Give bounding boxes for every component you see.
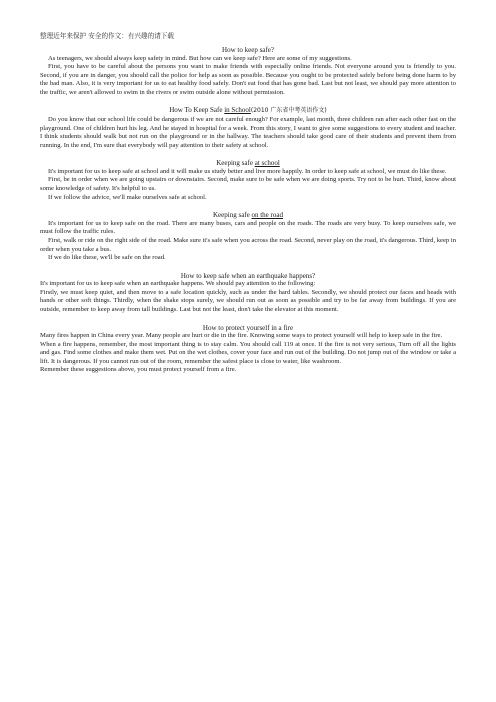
essay-title [40,159,456,168]
document-page [40,30,456,375]
essay-title-text: Keeping safe [216,159,255,168]
essay-fire-safety [40,324,456,375]
essay-title-text: Keeping safe [213,211,252,220]
essay-how-to-keep-safe [40,46,456,97]
essay-paragraph: As teenagers, we should always keep safety in mind. But how can we keep safe? Here are some of my suggestions. [48,54,352,62]
essay-title [40,106,456,116]
essay-title [40,211,456,220]
essay-paragraph: First, be in order when we are going upstairs or downstairs. Second, make sure to be safe when we are doing sports. Try not to be hurt. Third, know about some knowledge of safety. It's helpful to us. [40,176,456,193]
essay-title-underlined: on the road [251,211,283,220]
essay-paragraph: First, walk or ride on the right side of the road. Make sure it's safe when you across the road. Second, never play on the road, it's dangerous. Third, keep in order when you take a bus. [40,236,456,253]
essay-paragraph: If we follow the advice, we'll make ourselves safe at school. [48,193,207,201]
essay-paragraph: Firstly, we must keep quiet, and then move to a safe location quickly, such as under the hard tables. Secondly, we should protect our faces and heads with hands or other soft things. Thirdly, when the shake stops surely, we should run out as soon as possible and try to be far away from buildings. If you are outside, remember to keep away from tall buildings. Last but not the least, don't take the elevator at this moment. [40,288,456,313]
essay-title: How to keep safe? [222,46,274,54]
essay-earthquake-safety [40,272,456,315]
essay-title-underlined: in School [224,106,251,115]
essay-paragraph: It's important for us to keep safe at school and it will make us study better and live more happily. In order to keep safe at school, we must do like these. [48,167,447,175]
document-header: 整理近年来保护 安全的作文：有兴趣的请下载 [40,32,174,40]
essay-title-underlined: at school [254,159,280,168]
essay-keeping-safe-at-school [40,159,456,202]
essay-paragraph: Do you know that our school life could be dangerous if we are not careful enough? For example, last month, three children ran after each other fast on the playground. One of children hurt his leg. And he stayed in hospital for a week. From this story, I want to give some suggestions to every student and teacher. I think students should walk but not run on the playground or in the hallway. The teachers should take good care of their students and prevent them from running. In the end, I'm sure that everybody will pay attention to their safety at school. [40,115,456,149]
essay-paragraph: First, you have to be careful about the persons you want to make friends with especially online friends. Not everyone around you is friendly to you. Second, if you are in danger, you should call the police for help as soon as possible. Because you ought to be protected safely before being done harm to by the bad man. Also, it is very important for us to eat healthy food safely. Don't eat food that has gone bad. Last but not least, we should pay more attention to the traffic, we aren't allowed to swim in the rivers or swim outside alone without permission. [40,63,456,96]
essay-paragraph: Many fires happen in China every year. Many people are hurt or die in the fire. Knowing some ways to protect yourself will help to keep safe in the fire. [40,332,443,340]
essay-paragraph: Remember these suggestions above, you must protect yourself from a fire. [40,366,237,374]
essay-paragraph: When a fire happens, remember, the most important thing is to stay calm. You should call 119 at once. If the fire is not very serious, Turn off all the lights and gas. Find some clothes and make them wet. Put on the wet clothes, cover your face and run out of the building. Do not jump out of the window or take a lift. It is dangerous. If you cannot run out of the room, remember the safest place is close to water, like washroom. [40,340,456,365]
essay-title: How to protect yourself in a fire [202,323,294,332]
essay-title-source: (2010 广东省中考英语作文) [250,107,327,115]
essay-paragraph: If we do like these, we'll be safe on the road. [48,254,166,262]
essay-paragraph: It's important for us to keep safe when an earthquake happens. We should pay attention to the following: [40,280,316,288]
essay-title: How to keep safe when an earthquake happens? [180,271,316,280]
essay-keeping-safe-on-the-road [40,211,456,262]
essay-paragraph: It's important for us to keep safe on the road. There are many buses, cars and people on the roads. The roads are very busy. To keep ourselves safe, we must follow the traffic rules. [40,219,456,236]
essay-keep-safe-in-school [40,106,456,150]
essay-title-text: How To Keep Safe [169,106,225,115]
